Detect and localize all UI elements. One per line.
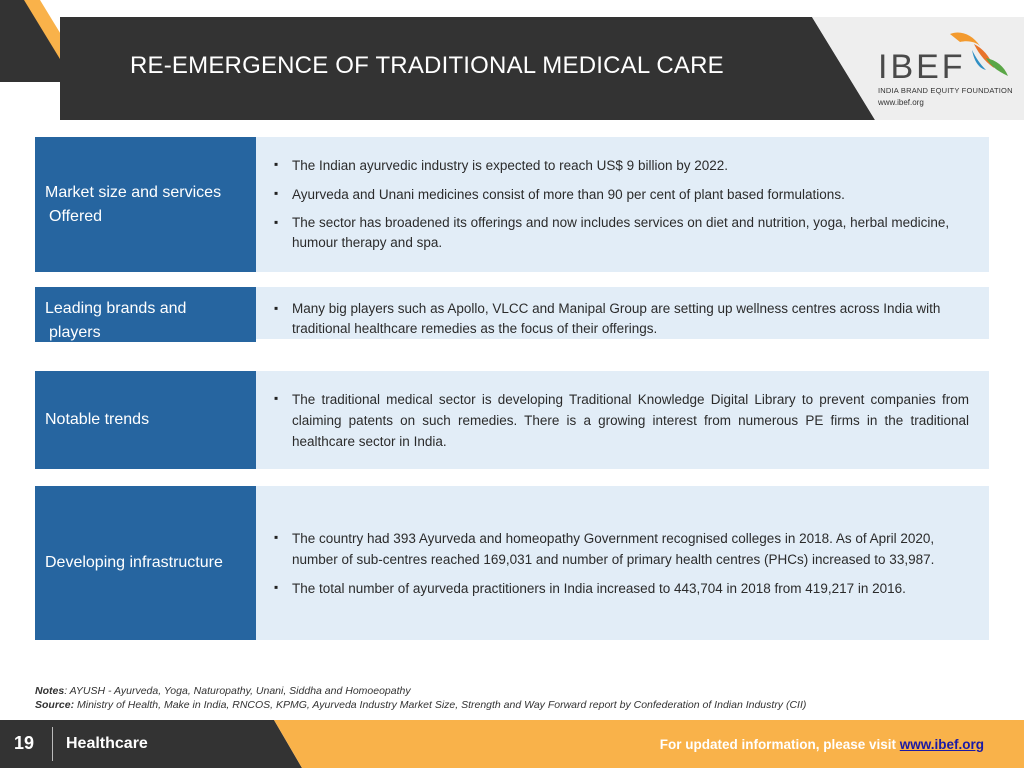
bullet-item: ▪ Many big players such as Apollo, VLCC and Manipal Group are setting up wellness centres across India with traditional healthcare remedies as the focus of their offerings. <box>272 299 969 339</box>
footer-cta-text: For updated information, please visit <box>659 737 900 752</box>
logo-wordmark: IBEF <box>878 48 966 86</box>
section-content-leading-brands <box>256 287 989 339</box>
section-label-notable-trends <box>35 371 256 469</box>
notes-text: : AYUSH - Ayurveda, Yoga, Naturopathy, Unani, Siddha and Homoeopathy <box>64 685 411 697</box>
section-label-line: Offered <box>49 207 103 225</box>
section-label-line: Market size and services <box>45 183 222 201</box>
section-content-notable-trends <box>256 371 989 469</box>
bullet-item: ▪ The Indian ayurvedic industry is expected to reach US$ 9 billion by 2022. <box>272 155 969 176</box>
source-label: Source: <box>35 699 75 711</box>
section-label-line: Notable trends <box>45 411 150 428</box>
section-label-line: Developing infrastructure <box>45 554 223 571</box>
section-label-developing-infrastructure <box>35 486 256 640</box>
section-label-line: Leading brands and <box>45 300 187 317</box>
bullet-item: ▪ The sector has broadened its offerings and now includes services on diet and nutrition, yoga, herbal medicine, humour therapy and spa. <box>272 213 969 253</box>
bullet-item: ▪ The country had 393 Ayurveda and homeopathy Government recognised colleges in 2018. As of April 2020, number of sub-centres reached 169,031 and number of primary health centres (PHCs) increased to 33,987. <box>272 528 969 570</box>
footer-section-name: Healthcare <box>66 735 148 752</box>
source-text: Ministry of Health, Make in India, RNCOS, KPMG, Ayurveda Industry Market Size, Strength and Way Forward report by Confederation of Indian Industry (CII) <box>74 699 807 711</box>
bullet-item: ▪ Ayurveda and Unani medicines consist of more than 90 per cent of plant based formulations. <box>272 184 969 205</box>
footnotes <box>35 684 806 712</box>
footer-link[interactable]: www.ibef.org <box>899 737 984 752</box>
bullet-item: ▪ The traditional medical sector is developing Traditional Knowledge Digital Library to prevent companies from claiming patents on such remedies. There is a growing interest from numerous PE firms in the traditional healthcare sector in India. <box>272 389 969 452</box>
notes-label: Notes <box>35 685 65 697</box>
footer-cta <box>660 737 984 752</box>
section-content-market-size <box>256 137 989 272</box>
section-label-market-size <box>35 137 256 272</box>
ibef-logo <box>878 28 1018 113</box>
bullet-item: ▪ The total number of ayurveda practitioners in India increased to 443,704 in 2018 from 419,217 in 2016. <box>272 578 969 599</box>
footer-divider <box>52 727 53 761</box>
page-title: RE-EMERGENCE OF TRADITIONAL MEDICAL CARE <box>130 52 724 79</box>
logo-url[interactable]: www.ibef.org <box>878 98 924 107</box>
section-label-leading-brands <box>35 287 256 342</box>
page-number: 19 <box>14 733 35 753</box>
section-label-line: players <box>49 324 101 341</box>
section-content-developing-infrastructure <box>256 486 989 640</box>
logo-subtitle: INDIA BRAND EQUITY FOUNDATION <box>878 86 1013 95</box>
